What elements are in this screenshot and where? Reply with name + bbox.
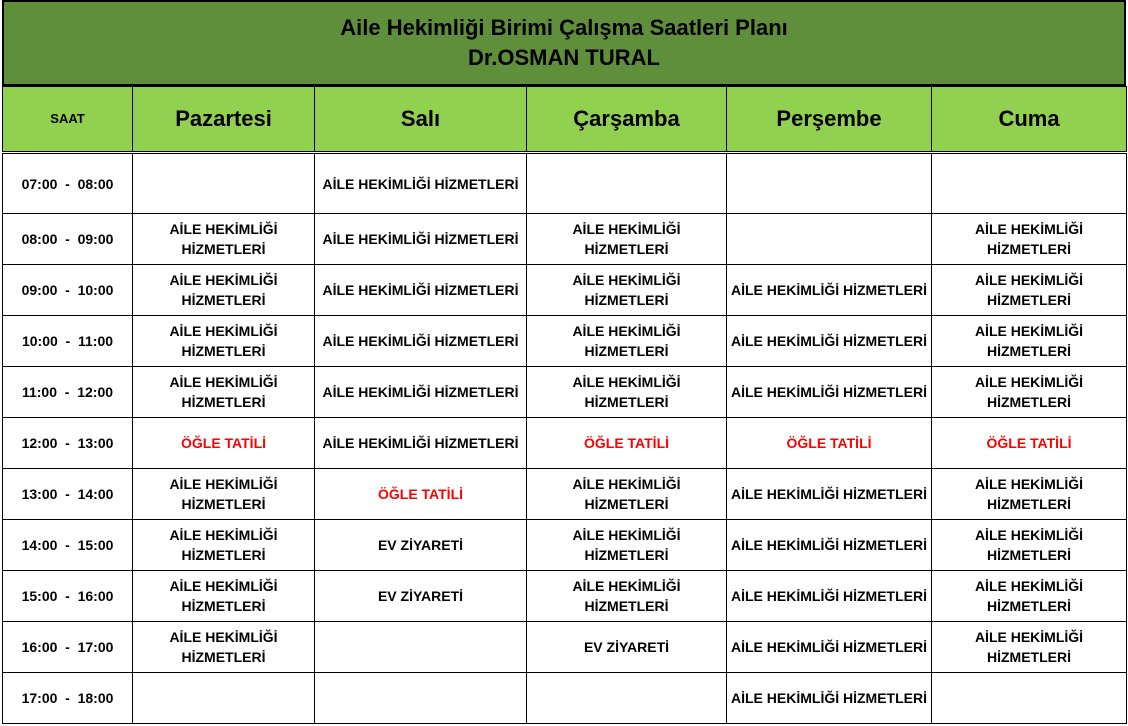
cell-wednesday: AİLE HEKİMLİĞİ HİZMETLERİ bbox=[527, 367, 727, 418]
time-slot: 11:00 - 12:00 bbox=[3, 367, 133, 418]
cell-thursday: AİLE HEKİMLİĞİ HİZMETLERİ bbox=[727, 673, 932, 724]
cell-thursday: AİLE HEKİMLİĞİ HİZMETLERİ bbox=[727, 367, 932, 418]
cell-thursday: AİLE HEKİMLİĞİ HİZMETLERİ bbox=[727, 469, 932, 520]
time-slot: 12:00 - 13:00 bbox=[3, 418, 133, 469]
cell-monday: AİLE HEKİMLİĞİ HİZMETLERİ bbox=[133, 469, 315, 520]
cell-friday: AİLE HEKİMLİĞİ HİZMETLERİ bbox=[932, 265, 1127, 316]
cell-friday: AİLE HEKİMLİĞİ HİZMETLERİ bbox=[932, 571, 1127, 622]
table-row bbox=[3, 622, 1127, 673]
cell-monday bbox=[133, 673, 315, 724]
cell-friday: AİLE HEKİMLİĞİ HİZMETLERİ bbox=[932, 316, 1127, 367]
table-row bbox=[3, 367, 1127, 418]
cell-friday: ÖĞLE TATİLİ bbox=[932, 418, 1127, 469]
cell-thursday bbox=[727, 214, 932, 265]
cell-monday: AİLE HEKİMLİĞİ HİZMETLERİ bbox=[133, 520, 315, 571]
cell-monday: AİLE HEKİMLİĞİ HİZMETLERİ bbox=[133, 622, 315, 673]
plan-title-block bbox=[2, 0, 1126, 86]
header-day-friday: Cuma bbox=[932, 87, 1127, 152]
cell-wednesday: AİLE HEKİMLİĞİ HİZMETLERİ bbox=[527, 571, 727, 622]
time-slot: 15:00 - 16:00 bbox=[3, 571, 133, 622]
table-row bbox=[3, 571, 1127, 622]
time-slot: 07:00 - 08:00 bbox=[3, 154, 133, 214]
cell-thursday: AİLE HEKİMLİĞİ HİZMETLERİ bbox=[727, 571, 932, 622]
cell-tuesday bbox=[315, 622, 527, 673]
cell-wednesday bbox=[527, 154, 727, 214]
table-row bbox=[3, 520, 1127, 571]
cell-thursday: AİLE HEKİMLİĞİ HİZMETLERİ bbox=[727, 265, 932, 316]
cell-friday: AİLE HEKİMLİĞİ HİZMETLERİ bbox=[932, 469, 1127, 520]
table-row bbox=[3, 469, 1127, 520]
time-slot: 16:00 - 17:00 bbox=[3, 622, 133, 673]
header-day-thursday: Perşembe bbox=[727, 87, 932, 152]
cell-monday: AİLE HEKİMLİĞİ HİZMETLERİ bbox=[133, 265, 315, 316]
cell-tuesday: AİLE HEKİMLİĞİ HİZMETLERİ bbox=[315, 316, 527, 367]
cell-monday: AİLE HEKİMLİĞİ HİZMETLERİ bbox=[133, 214, 315, 265]
doctor-name: Dr.OSMAN TURAL bbox=[468, 45, 660, 70]
cell-wednesday: AİLE HEKİMLİĞİ HİZMETLERİ bbox=[527, 265, 727, 316]
time-slot: 14:00 - 15:00 bbox=[3, 520, 133, 571]
cell-friday bbox=[932, 673, 1127, 724]
cell-tuesday: EV ZİYARETİ bbox=[315, 520, 527, 571]
cell-friday: AİLE HEKİMLİĞİ HİZMETLERİ bbox=[932, 367, 1127, 418]
cell-friday bbox=[932, 154, 1127, 214]
table-row bbox=[3, 418, 1127, 469]
cell-thursday: ÖĞLE TATİLİ bbox=[727, 418, 932, 469]
cell-friday: AİLE HEKİMLİĞİ HİZMETLERİ bbox=[932, 622, 1127, 673]
cell-wednesday: AİLE HEKİMLİĞİ HİZMETLERİ bbox=[527, 214, 727, 265]
cell-friday: AİLE HEKİMLİĞİ HİZMETLERİ bbox=[932, 520, 1127, 571]
header-day-wednesday: Çarşamba bbox=[527, 87, 727, 152]
time-slot: 10:00 - 11:00 bbox=[3, 316, 133, 367]
cell-wednesday: EV ZİYARETİ bbox=[527, 622, 727, 673]
cell-thursday: AİLE HEKİMLİĞİ HİZMETLERİ bbox=[727, 622, 932, 673]
cell-monday: AİLE HEKİMLİĞİ HİZMETLERİ bbox=[133, 367, 315, 418]
table-row bbox=[3, 673, 1127, 724]
cell-tuesday: AİLE HEKİMLİĞİ HİZMETLERİ bbox=[315, 367, 527, 418]
header-day-tuesday: Salı bbox=[315, 87, 527, 152]
cell-monday: AİLE HEKİMLİĞİ HİZMETLERİ bbox=[133, 571, 315, 622]
cell-wednesday: AİLE HEKİMLİĞİ HİZMETLERİ bbox=[527, 469, 727, 520]
header-day-monday: Pazartesi bbox=[133, 87, 315, 152]
cell-wednesday bbox=[527, 673, 727, 724]
header-row bbox=[3, 87, 1127, 152]
cell-tuesday: AİLE HEKİMLİĞİ HİZMETLERİ bbox=[315, 154, 527, 214]
cell-monday bbox=[133, 154, 315, 214]
cell-monday: ÖĞLE TATİLİ bbox=[133, 418, 315, 469]
cell-tuesday: AİLE HEKİMLİĞİ HİZMETLERİ bbox=[315, 265, 527, 316]
cell-wednesday: ÖĞLE TATİLİ bbox=[527, 418, 727, 469]
table-row bbox=[3, 316, 1127, 367]
cell-friday: AİLE HEKİMLİĞİ HİZMETLERİ bbox=[932, 214, 1127, 265]
table-row bbox=[3, 154, 1127, 214]
time-slot: 17:00 - 18:00 bbox=[3, 673, 133, 724]
schedule-table bbox=[2, 86, 1127, 724]
header-saat: SAAT bbox=[3, 87, 133, 152]
cell-wednesday: AİLE HEKİMLİĞİ HİZMETLERİ bbox=[527, 316, 727, 367]
time-slot: 09:00 - 10:00 bbox=[3, 265, 133, 316]
cell-tuesday: EV ZİYARETİ bbox=[315, 571, 527, 622]
cell-tuesday: ÖĞLE TATİLİ bbox=[315, 469, 527, 520]
cell-thursday: AİLE HEKİMLİĞİ HİZMETLERİ bbox=[727, 520, 932, 571]
cell-thursday bbox=[727, 154, 932, 214]
cell-tuesday: AİLE HEKİMLİĞİ HİZMETLERİ bbox=[315, 418, 527, 469]
table-row bbox=[3, 214, 1127, 265]
cell-tuesday: AİLE HEKİMLİĞİ HİZMETLERİ bbox=[315, 214, 527, 265]
cell-tuesday bbox=[315, 673, 527, 724]
cell-wednesday: AİLE HEKİMLİĞİ HİZMETLERİ bbox=[527, 520, 727, 571]
plan-title: Aile Hekimliği Birimi Çalışma Saatleri Planı bbox=[340, 15, 788, 40]
time-slot: 08:00 - 09:00 bbox=[3, 214, 133, 265]
cell-thursday: AİLE HEKİMLİĞİ HİZMETLERİ bbox=[727, 316, 932, 367]
table-row bbox=[3, 265, 1127, 316]
time-slot: 13:00 - 14:00 bbox=[3, 469, 133, 520]
cell-monday: AİLE HEKİMLİĞİ HİZMETLERİ bbox=[133, 316, 315, 367]
